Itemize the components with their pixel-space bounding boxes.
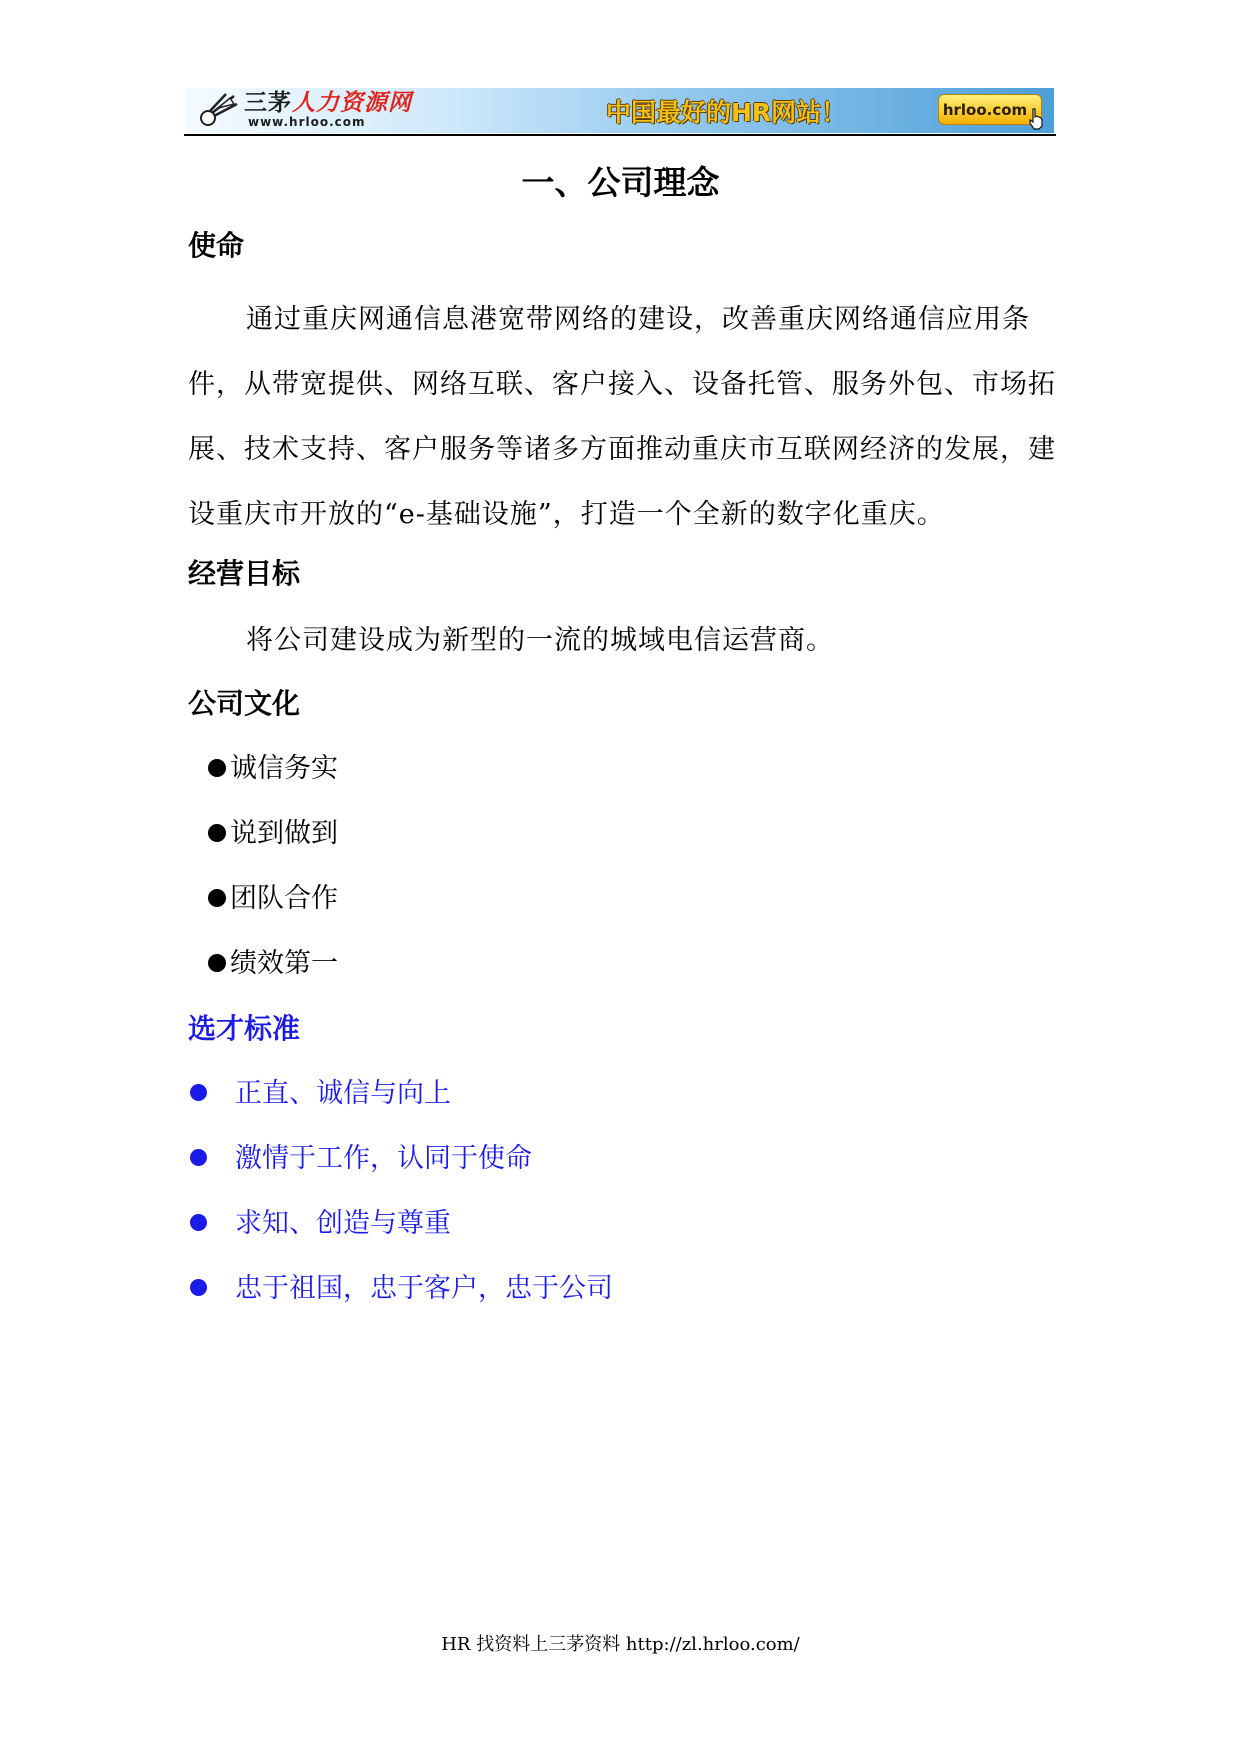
hand-cursor-icon — [1028, 108, 1044, 130]
selection-item: 激情于工作，认同于使命 — [190, 1139, 532, 1179]
logo-title-part-a: 三茅 — [244, 90, 292, 116]
bullet-icon — [208, 824, 226, 842]
culture-item: 团队合作 — [208, 879, 338, 919]
selection-item: 正直、诚信与向上 — [190, 1074, 451, 1114]
culture-item: 说到做到 — [208, 814, 338, 854]
page-footer: HR 找资料上三茅资料 http://zl.hrloo.com/ — [441, 1634, 800, 1655]
bullet-icon — [208, 759, 226, 777]
culture-item: 诚信务实 — [208, 749, 338, 789]
selection-item: 求知、创造与尊重 — [190, 1204, 451, 1244]
culture-heading: 公司文化 — [188, 687, 301, 720]
mission-heading: 使命 — [188, 229, 245, 262]
bullet-icon — [208, 954, 226, 972]
goal-heading: 经营目标 — [188, 557, 301, 590]
bullet-icon — [190, 1279, 207, 1296]
page-title: 一、公司理念 — [521, 163, 720, 202]
bullet-icon — [190, 1084, 207, 1101]
site-link-button[interactable]: hrloo.com — [938, 94, 1042, 125]
bullet-icon — [190, 1149, 207, 1166]
logo-url: www.hrloo.com — [248, 115, 366, 129]
bullet-icon — [190, 1214, 207, 1231]
selection-item: 忠于祖国，忠于客户，忠于公司 — [190, 1269, 613, 1309]
site-logo-title — [244, 90, 412, 116]
mission-paragraph: 通过重庆网通信息港宽带网络的建设，改善重庆网络通信应用条件，从带宽提供、网络互联、客户接入、设备托管、服务外包、市场拓展、技术支持、客户服务等诸多方面推动重庆市互联网经济的发展，建设重庆市开放的“e-基础设施”，打造一个全新的数字化重庆。 — [188, 304, 1056, 530]
bullet-icon — [208, 889, 226, 907]
badminton-logo-icon — [196, 92, 240, 128]
goal-paragraph: 将公司建设成为新型的一流的城域电信运营商。 — [246, 625, 834, 656]
culture-item: 绩效第一 — [208, 944, 338, 984]
banner-divider — [184, 134, 1056, 136]
selection-heading: 选才标准 — [188, 1012, 301, 1045]
site-banner[interactable] — [186, 88, 1054, 133]
logo-title-part-b: 人力资源网 — [292, 90, 412, 116]
banner-slogan: 中国最好的HR网站！ — [606, 98, 847, 127]
